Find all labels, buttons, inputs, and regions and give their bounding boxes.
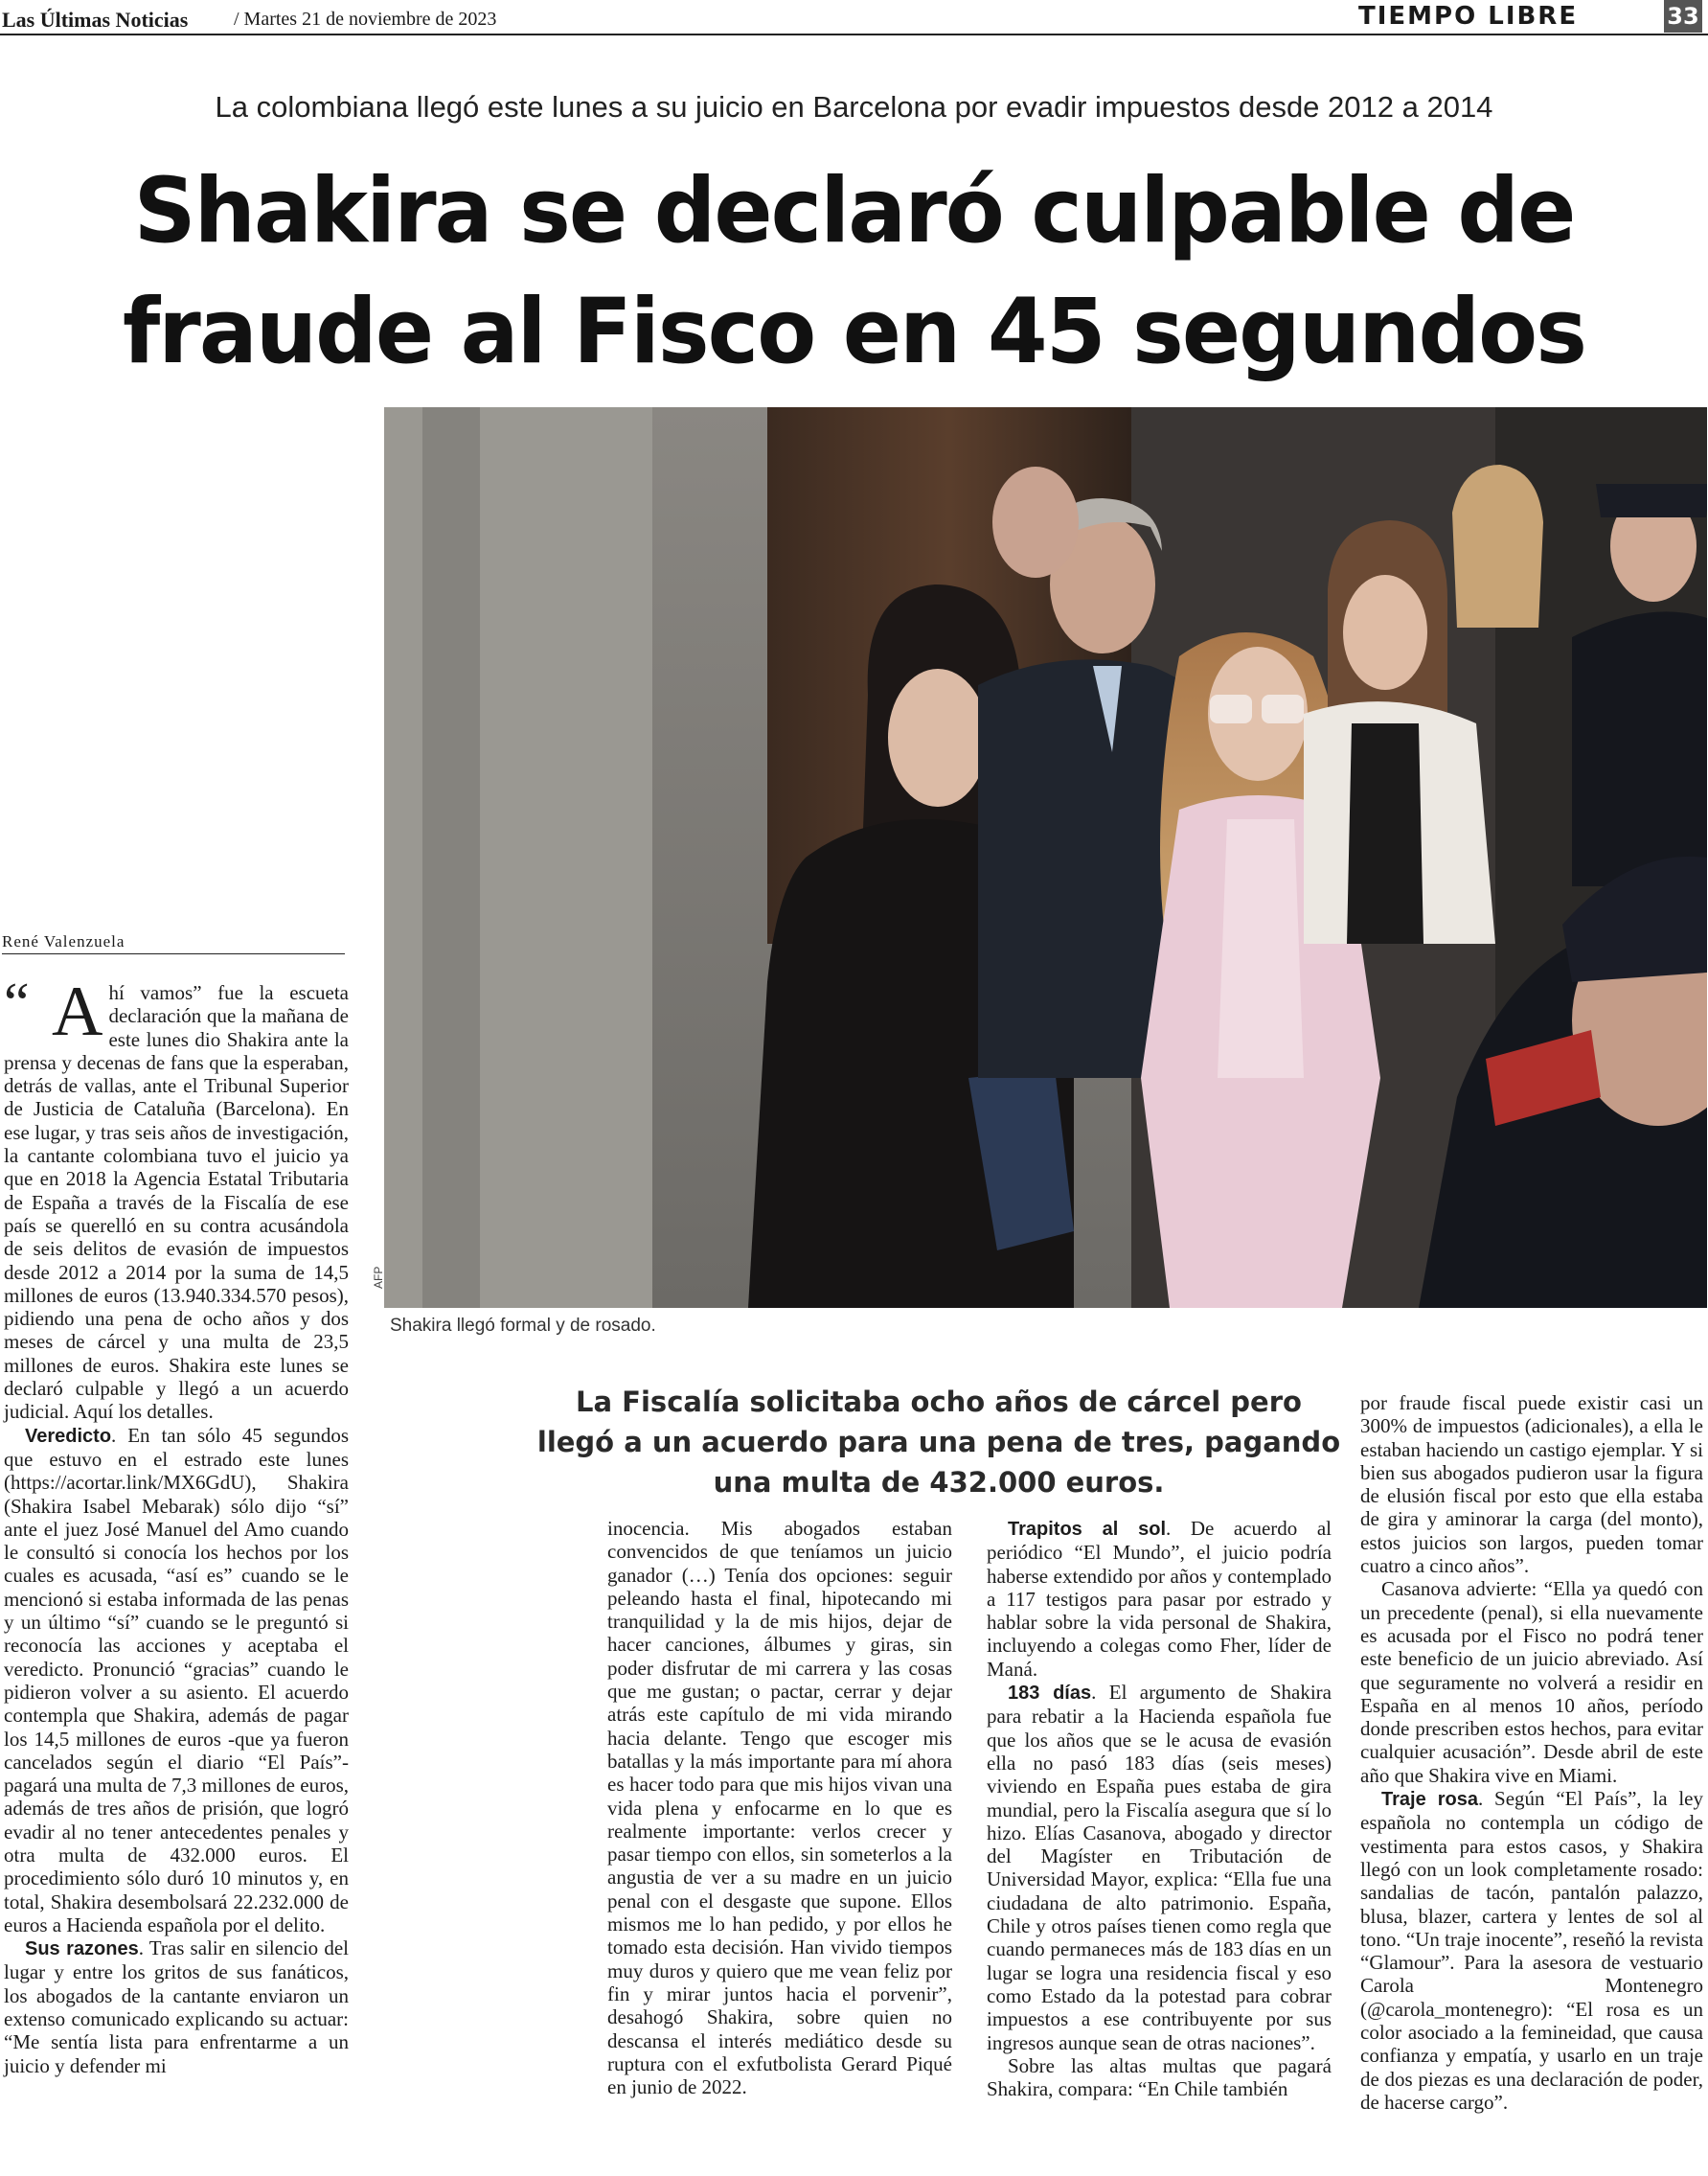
paragraph-statement: inocencia. Mis abogados estaban convencidos de que teníamos un juicio ganador (…) Tenía dos opciones: seguir peleando hasta el final, hipotecando mi tranquilidad y la de mis hijos, dejar de hacer canciones, álbumes y giras, sin poder disfrutar de mi carrera y las cosas que me gustan; o pactar, cerrar y dejar atrás este capítulo de mi vida mirando hacia delante. Tengo que escoger mis batallas y la más importante para mí ahora es hacer todo para que mis hijos vivan una vida plena y enfocarme en lo que es realmente importante: verlos crecer y pasar tiempo con ellos, sin someterlos a la angustia de ver a su madre en un juicio penal con el desgaste que supone. Ellos mismos me lo han pedido, y por ellos he tomado esta decisión. Han vivido tiempos muy duros y quiero que me vean feliz por fin y mirar juntos hacia el porvenir”, desahogó Shakira, sobre quien no descansa el interés mediático desde su ruptura con el exfutbolista Gerard Piqué en junio de 2022. xyxy=(607,1517,952,2099)
subhead-trapitos: Trapitos al sol xyxy=(1008,1519,1167,1540)
paragraph-intro: hí vamos” fue la escueta declaración que la mañana de este lunes dio Shakira ante la prensa y decenas de fans que la esperaban, detrás de vallas, ante el Tribunal Superior de Justicia de Cataluña (Barcelona). En ese lugar, y tras seis años de investigación, la cantante colombiana tuvo el juicio ya que en 2018 la Agencia Estatal Tributaria de España a través de la Fiscalía de ese país se querelló en su contra acusándola de seis delitos de evasión de impuestos desde 2012 a 2014 por la suma de 14,5 millones de euros (13.940.334.570 pesos), pidiendo una pena de ocho años y dos meses de cárcel y una multa de 23,5 millones de euros. Shakira este lunes se declaró culpable y llegó a un acuerdo judicial. Aquí los detalles. xyxy=(4,981,349,1424)
byline: René Valenzuela xyxy=(2,932,345,954)
photo-credit: AFP xyxy=(372,1266,385,1289)
text-183-dias: . El argumento de Shakira para rebatir a la Hacienda española fue que los años que se le acusa de evasión ella no pasó 183 días (seis meses) viviendo en España pues estaba de gira mundial, pero la Fiscalía asegura que sí lo hizo. Elías Casanova, abogado y director del Magíster en Tributación de Universidad Mayor, explica: “Ella fue una ciudadana de alto patrimonio. España, Chile y otros países tienen como regla que cuando permaneces más de 183 días en un lugar se logra una residencia fiscal y eso como Estado da la potestad para cobrar impuestos a ese contribuyente por sus ingresos aunque sean de otras naciones”. xyxy=(987,1681,1332,2054)
paragraph-183-dias xyxy=(987,1681,1332,2054)
paragraph-casanova: Casanova advierte: “Ella ya quedó con un precedente (penal), si ella nuevamente es acusada por el Fisco no podrá tener este beneficio de un juicio abreviado. Así que seguramente no volverá a residir en España en al menos 10 años, período donde prescriben estos hechos, para evitar cualquier acusación”. Desde abril de este año que Shakira vive en Miami. xyxy=(1360,1577,1703,1787)
subhead-traje-rosa: Traje rosa xyxy=(1381,1789,1479,1811)
header-rule xyxy=(0,34,1708,35)
paragraph-razones xyxy=(4,1936,349,2077)
section-name: TIEMPO LIBRE xyxy=(1358,2,1579,31)
text-veredicto: . En tan sólo 45 segundos que estuvo en el estrado este lunes (https://acortar.link/MX6GdU), Shakira (Shakira Isabel Mebarak) sólo dijo “sí” ante el juez José Manuel del Amo cuando le consultó si conocía los hechos por los cuales es acusada, “así es” cuando se le mencionó si estaba informada de las penas y un último “sí” cuando se le preguntó si reconocía las acciones y aceptaba el veredicto. Pronunció “gracias” cuando le pidieron volver a su asiento. El acuerdo contempla que Shakira, además de pagar los 14,5 millones de euros -que ya fueron cancelados según el diario “El País”- pagará una multa de 7,3 millones de euros, además de tres años de prisión, que logró evadir al no tener antecedentes penales y otra multa de 432.000 euros. El procedimiento sólo duró 10 minutos y, en total, Shakira desembolsará 22.232.000 de euros a Hacienda española por el delito. xyxy=(4,1423,349,1936)
paragraph-traje-rosa xyxy=(1360,1787,1703,2114)
photo-caption: Shakira llegó formal y de rosado. xyxy=(390,1316,656,1336)
paragraph-trapitos xyxy=(987,1517,1332,1681)
page-number: 33 xyxy=(1664,0,1702,33)
opening-quote-mark: “ xyxy=(4,972,30,1035)
article-column-4 xyxy=(1360,1391,1703,2114)
article-photo xyxy=(384,407,1707,1308)
pull-quote: La Fiscalía solicitaba ocho años de cárcel pero llegó a un acuerdo para una pena de tres, pagando una multa de 432.000 euros. xyxy=(536,1386,1341,1499)
publication-date: / Martes 21 de noviembre de 2023 xyxy=(234,9,497,30)
subhead-veredicto: Veredicto xyxy=(25,1425,112,1447)
paragraph-multas: Sobre las altas multas que pagará Shakira, compara: “En Chile también xyxy=(987,2053,1332,2101)
article-column-2 xyxy=(607,1517,952,2098)
subhead-razones: Sus razones xyxy=(25,1938,139,1960)
subhead-183-dias: 183 días xyxy=(1008,1683,1092,1705)
article-headline xyxy=(34,151,1674,393)
photo-illustration xyxy=(384,407,1707,1308)
drop-cap: A xyxy=(52,973,103,1051)
publication-name: Las Últimas Noticias xyxy=(2,8,189,32)
article-column-3 xyxy=(987,1517,1332,2100)
text-razones: . Tras salir en silencio del lugar y entre los gritos de sus fanáticos, los abogados de la cantante enviaron un extenso comunicado explicando su actuar: “Me sentía lista para enfrentarme a un juicio y defender mi xyxy=(4,1936,349,2077)
article-kicker: La colombiana llegó este lunes a su juicio en Barcelona por evadir impuestos desde 2012 a 2014 xyxy=(215,90,1493,124)
headline-line-1: Shakira se declaró culpable de xyxy=(133,159,1575,263)
headline-line-2: fraude al Fisco en 45 segundos xyxy=(122,280,1586,384)
article-column-1 xyxy=(4,972,349,2077)
text-trapitos: . De acuerdo al periódico “El Mundo”, el juicio podría haberse extendido por años y contemplado a 117 testigos para pasar por estrado y hablar sobre la vida personal de Shakira, incluyendo a colegas como Fher, líder de Maná. xyxy=(987,1517,1332,1681)
paragraph-fraude: por fraude fiscal puede existir casi un 300% de impuestos (adicionales), a ella le estaban haciendo un castigo ejemplar. Y si bien sus abogados pudieron usar la figura de elusión fiscal por esto que ella estaba de gira y aminorar la carga (del monto), estos juicios son largos, pueden tomar cuatro a cinco años”. xyxy=(1360,1391,1703,1578)
page-header xyxy=(0,0,1708,38)
paragraph-veredicto xyxy=(4,1424,349,1937)
lead-paragraph xyxy=(4,972,349,1424)
text-traje-rosa: . Según “El País”, la ley española no contempla un código de vestimenta para estos casos, y Shakira llegó con un look completamente rosado: sandalias de tacón, pantalón palazzo, blusa, blazer, cartera y lentes de sol al tono. “Un traje inocente”, reseñó la revista “Glamour”. Para la asesora de vestuario Carola Montenegro (@carola_montenegro): “El rosa es un color asociado a la femineidad, que causa confianza y empatía, y usarlo en un traje de dos piezas es una declaración de poder, de hacerse cargo”. xyxy=(1360,1787,1704,2114)
